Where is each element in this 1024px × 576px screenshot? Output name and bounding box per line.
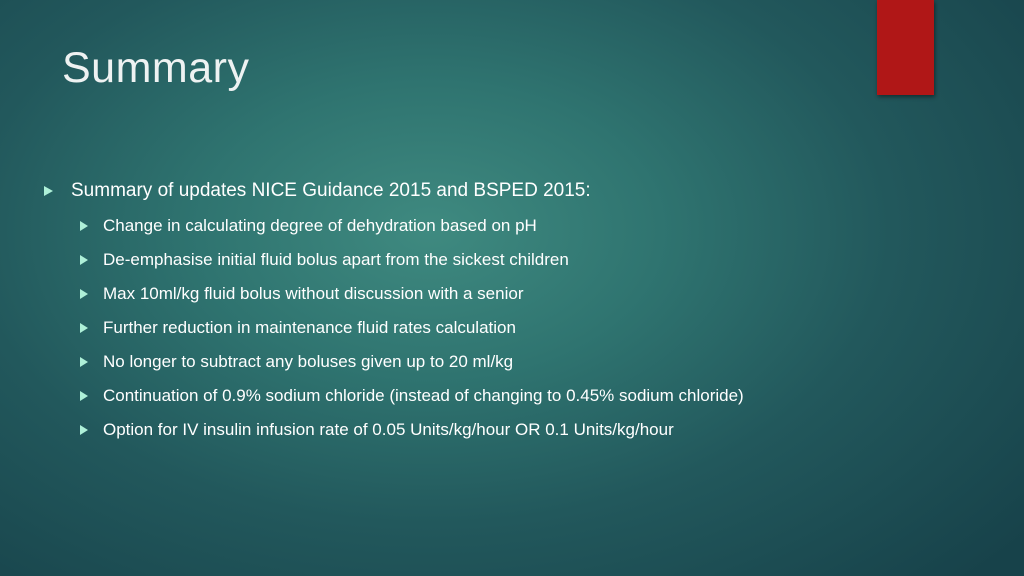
- triangle-right-icon: [80, 221, 88, 231]
- bullet-item-level2: [44, 413, 984, 447]
- bullet-text: Option for IV insulin infusion rate of 0.05 Units/kg/hour OR 0.1 Units/kg/hour: [103, 420, 674, 439]
- triangle-right-icon: [80, 323, 88, 333]
- bullet-text: No longer to subtract any boluses given up to 20 ml/kg: [103, 352, 514, 371]
- triangle-right-icon: [80, 391, 88, 401]
- accent-bar: [877, 0, 934, 95]
- bullet-text: Continuation of 0.9% sodium chloride (instead of changing to 0.45% sodium chloride): [103, 386, 744, 405]
- bullet-text: Further reduction in maintenance fluid rates calculation: [103, 318, 516, 337]
- bullet-item-level2: [44, 277, 984, 311]
- bullet-text: De-emphasise initial fluid bolus apart from the sickest children: [103, 250, 569, 269]
- slide-content: [44, 176, 984, 447]
- triangle-right-icon: [80, 255, 88, 265]
- slide-title: Summary: [62, 44, 250, 92]
- bullet-item-level2: [44, 379, 984, 413]
- bullet-item-level2: [44, 311, 984, 345]
- bullet-item-level2: [44, 345, 984, 379]
- triangle-right-icon: [80, 289, 88, 299]
- triangle-right-icon: [80, 425, 88, 435]
- bullet-text: Max 10ml/kg fluid bolus without discussion with a senior: [103, 284, 524, 303]
- triangle-right-icon: [44, 186, 53, 196]
- bullet-text: Summary of updates NICE Guidance 2015 and BSPED 2015:: [71, 180, 591, 201]
- bullet-item-level1: [44, 176, 984, 206]
- bullet-item-level2: [44, 209, 984, 243]
- triangle-right-icon: [80, 357, 88, 367]
- bullet-text: Change in calculating degree of dehydration based on pH: [103, 216, 537, 235]
- bullet-item-level2: [44, 243, 984, 277]
